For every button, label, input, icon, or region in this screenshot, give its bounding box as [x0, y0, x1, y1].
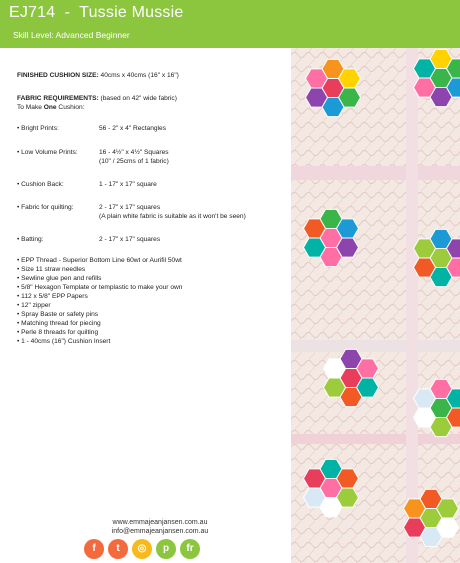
contact-footer	[60, 518, 260, 536]
hexagon-shape	[414, 59, 436, 78]
hexagon-shape	[304, 469, 326, 488]
requirement-value: 2 - 17" x 17" squares	[99, 204, 161, 211]
make-one-line	[17, 104, 84, 112]
fabric-requirements-note: (based on 42" wide fabric)	[100, 95, 177, 102]
notion-item: • Spray Baste or safety pins	[17, 311, 99, 318]
hexagon-shape	[304, 488, 326, 507]
notion-item: • 5/8" Hexagon Template or templastic to make your own	[17, 284, 183, 291]
notion-item: • Sewline glue pen and refills	[17, 275, 102, 282]
requirement-row	[17, 181, 287, 191]
cushion-photo	[291, 48, 460, 563]
flickr-icon[interactable]: fr	[180, 539, 200, 559]
hexagon-shape	[404, 499, 426, 518]
notion-item: • EPP Thread - Superior Bottom Line 60wt or Aurifil 50wt	[17, 257, 182, 264]
hexagon-shape	[404, 518, 426, 537]
make-suffix: Cushion:	[56, 104, 85, 111]
requirement-extra: (A plain white fabric is suitable as it won't be seen)	[99, 213, 246, 220]
hexagon-shape	[414, 389, 436, 408]
hexagon-shape	[306, 69, 328, 88]
website-link[interactable]: www.emmajeanjansen.com.au	[112, 519, 208, 526]
hexagon-shape	[414, 408, 436, 427]
make-bold: One	[43, 104, 57, 111]
hexagon-shape	[306, 88, 328, 107]
requirement-row	[17, 149, 287, 169]
requirement-value: 56 - 2" x 4" Rectangles	[99, 125, 166, 132]
pattern-title: EJ714 - Tussie Mussie	[9, 4, 184, 21]
social-icons	[84, 539, 204, 561]
hexagon-shape	[337, 469, 359, 488]
notion-item: • 1 - 40cms (16") Cushion Insert	[17, 338, 111, 345]
finished-size-value: 40cms x 40cms (16" x 16")	[100, 72, 179, 79]
requirement-label: • Bright Prints:	[17, 125, 59, 132]
hexagon-shape	[324, 378, 346, 397]
requirement-value: 2 - 17" x 17" squares	[99, 236, 161, 243]
requirement-value: 1 - 17" x 17" square	[99, 181, 157, 188]
hexagon-shape	[414, 78, 436, 97]
hexagon-shape	[304, 238, 326, 257]
notion-item: • Size 11 straw needles	[17, 266, 86, 273]
requirement-row	[17, 204, 287, 224]
requirement-extra: (10" / 25cms of 1 fabric)	[99, 158, 169, 165]
pinterest-icon[interactable]: p	[156, 539, 176, 559]
hexagon-shape	[304, 219, 326, 238]
requirement-row	[17, 236, 287, 246]
notion-item: • 112 x 5/8" EPP Papers	[17, 293, 88, 300]
hexagon-shape	[414, 239, 436, 258]
hexagon-shape	[339, 69, 361, 88]
finished-size-label: FINISHED CUSHION SIZE:	[17, 72, 99, 79]
skill-level: Skill Level: Advanced Beginner	[13, 30, 130, 40]
hexagon-shape	[357, 359, 379, 378]
hexagon-shape	[437, 499, 459, 518]
hexagon-quilt-image	[291, 48, 460, 563]
notion-item: • Perle 8 threads for quilting	[17, 329, 99, 336]
header-banner	[0, 0, 460, 48]
requirement-label: • Cushion Back:	[17, 181, 64, 188]
fabric-requirements-label: FABRIC REQUIREMENTS:	[17, 95, 99, 102]
email-link[interactable]: info@emmajeanjansen.com.au	[111, 528, 209, 535]
fabric-requirements-line	[17, 95, 177, 103]
instagram-icon[interactable]: ◎	[132, 539, 152, 559]
hexagon-shape	[337, 219, 359, 238]
requirement-label: • Fabric for quilting:	[17, 204, 74, 211]
requirement-label: • Low Volume Prints:	[17, 149, 78, 156]
notion-item: • Matching thread for piecing	[17, 320, 101, 327]
requirement-row	[17, 125, 287, 135]
finished-size-line	[17, 72, 179, 80]
facebook-icon[interactable]: f	[84, 539, 104, 559]
hexagon-shape	[324, 359, 346, 378]
requirement-value: 16 - 4½" x 4½" Squares	[99, 149, 169, 156]
hexagon-shape	[414, 258, 436, 277]
requirement-label: • Batting:	[17, 236, 44, 243]
make-prefix: To Make	[17, 104, 44, 111]
twitter-icon[interactable]: t	[108, 539, 128, 559]
notion-item: • 12" zipper	[17, 302, 51, 309]
